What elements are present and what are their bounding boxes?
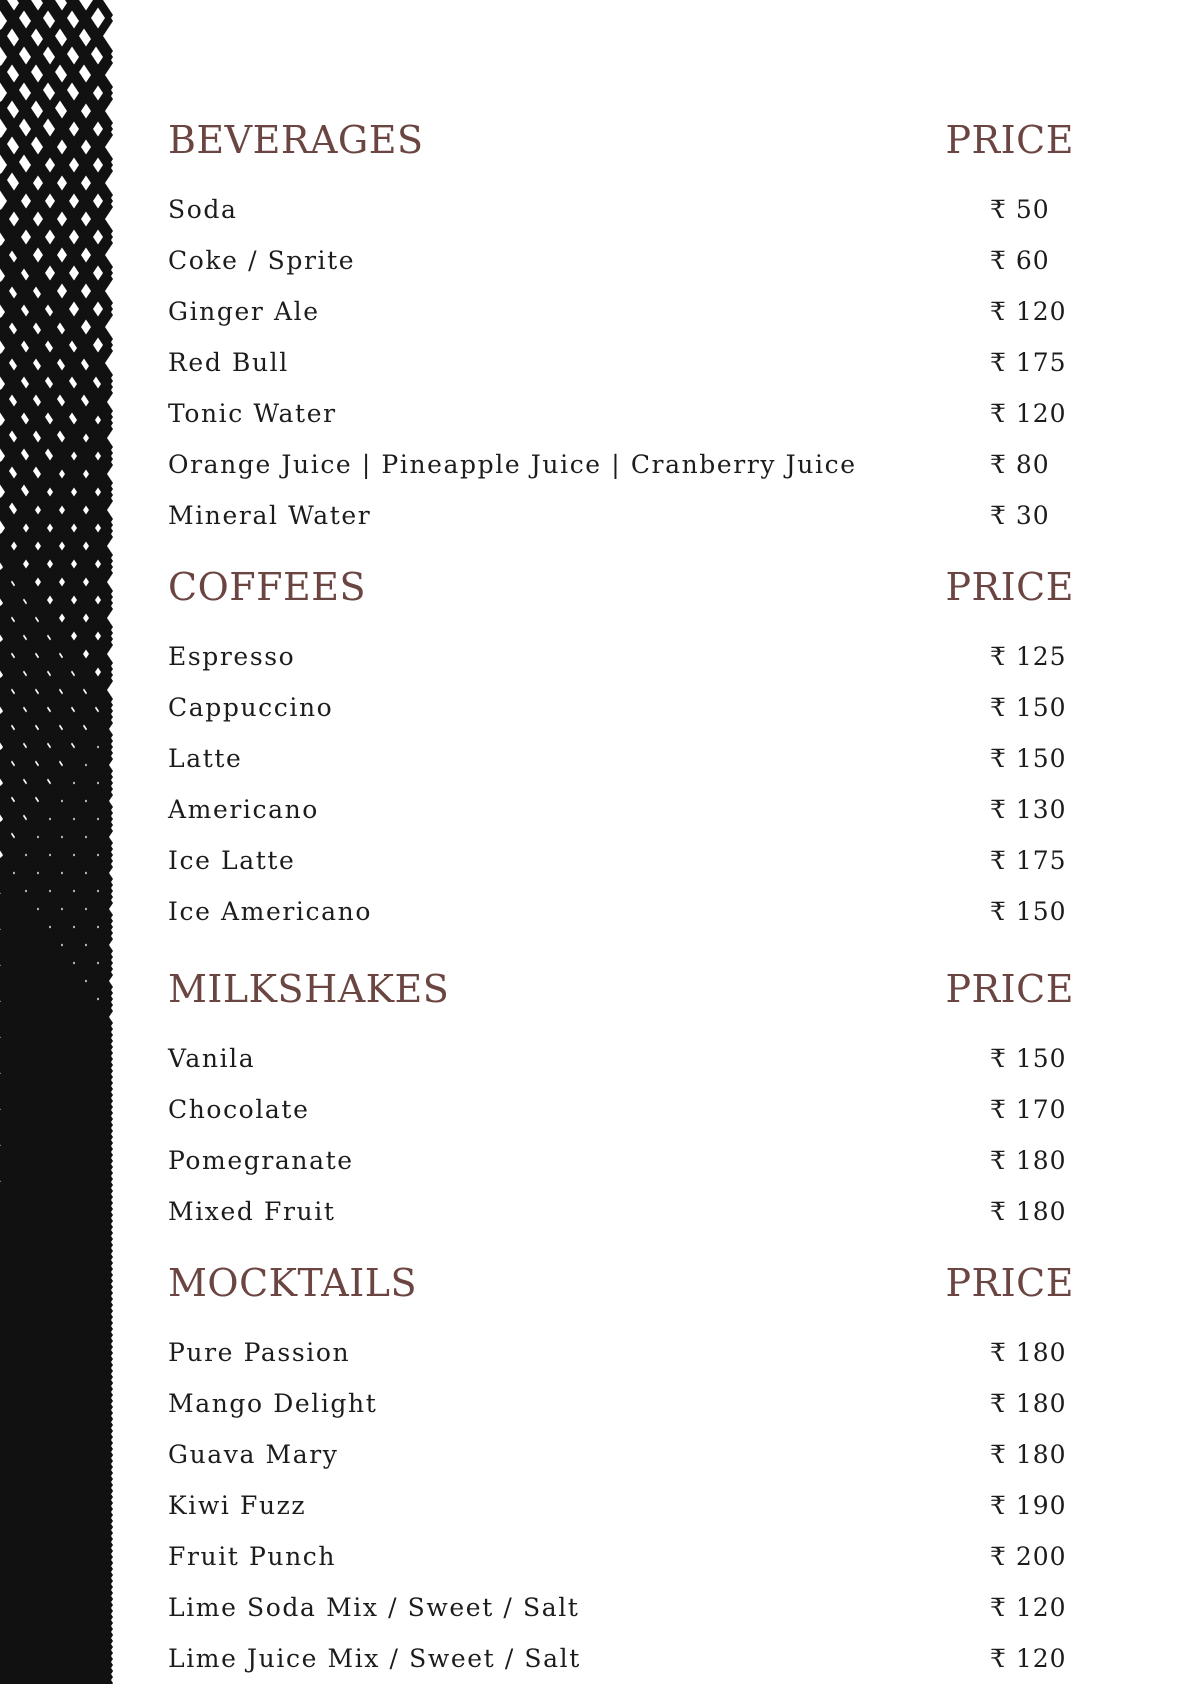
item-name: Fruit Punch (168, 1542, 337, 1571)
section-header (168, 1255, 1074, 1311)
price-column-title: PRICE (945, 1261, 1074, 1305)
item-price: ₹ 180 (990, 1338, 1067, 1367)
item-price: ₹ 150 (990, 1044, 1067, 1073)
menu-item (168, 1084, 1074, 1135)
section-title: BEVERAGES (168, 118, 424, 162)
menu-item (168, 1429, 1074, 1480)
menu-item (168, 184, 1074, 235)
item-price: ₹ 120 (990, 1593, 1067, 1622)
item-name: Coke / Sprite (168, 246, 356, 275)
price-column-title: PRICE (945, 118, 1074, 162)
item-price: ₹ 190 (990, 1491, 1067, 1520)
menu-item (168, 1582, 1074, 1633)
menu-item (168, 286, 1074, 337)
menu-item (168, 1135, 1074, 1186)
item-name: Cappuccino (168, 693, 334, 722)
menu-item (168, 631, 1074, 682)
menu-item (168, 733, 1074, 784)
item-price: ₹ 120 (990, 399, 1067, 428)
section-beverages (168, 112, 1074, 541)
item-name: Red Bull (168, 348, 289, 377)
item-name: Orange Juice | Pineapple Juice | Cranberry Juice (168, 450, 857, 479)
menu-item (168, 1327, 1074, 1378)
item-name: Pomegranate (168, 1146, 354, 1175)
menu-item (168, 235, 1074, 286)
item-price: ₹ 180 (990, 1440, 1067, 1469)
item-price: ₹ 170 (990, 1095, 1067, 1124)
section-header (168, 112, 1074, 168)
menu-item (168, 835, 1074, 886)
item-name: Lime Soda Mix / Sweet / Salt (168, 1593, 580, 1622)
menu-item (168, 784, 1074, 835)
item-price: ₹ 120 (990, 1644, 1067, 1673)
item-price: ₹ 150 (990, 744, 1067, 773)
section-title: MOCKTAILS (168, 1261, 418, 1305)
section-header (168, 559, 1074, 615)
item-price: ₹ 120 (990, 297, 1067, 326)
item-name: Latte (168, 744, 243, 773)
item-name: Lime Juice Mix / Sweet / Salt (168, 1644, 581, 1673)
item-price: ₹ 175 (990, 846, 1067, 875)
price-column-title: PRICE (945, 967, 1074, 1011)
section-coffees (168, 559, 1074, 937)
item-name: Ice Latte (168, 846, 296, 875)
menu-item (168, 1186, 1074, 1237)
section-milkshakes (168, 961, 1074, 1237)
menu-item (168, 682, 1074, 733)
item-name: Ginger Ale (168, 297, 320, 326)
menu-item (168, 439, 1074, 490)
item-name: Espresso (168, 642, 296, 671)
item-price: ₹ 180 (990, 1197, 1067, 1226)
section-title: COFFEES (168, 565, 366, 609)
item-price: ₹ 125 (990, 642, 1067, 671)
item-price: ₹ 60 (990, 246, 1050, 275)
item-price: ₹ 180 (990, 1146, 1067, 1175)
item-price: ₹ 200 (990, 1542, 1067, 1571)
item-name: Ice Americano (168, 897, 372, 926)
menu (168, 112, 1074, 1684)
item-name: Soda (168, 195, 238, 224)
item-name: Guava Mary (168, 1440, 339, 1469)
menu-item (168, 1033, 1074, 1084)
item-name: Mango Delight (168, 1389, 378, 1418)
section-title: MILKSHAKES (168, 967, 450, 1011)
item-price: ₹ 80 (990, 450, 1050, 479)
item-name: Americano (168, 795, 319, 824)
menu-item (168, 1531, 1074, 1582)
price-column-title: PRICE (945, 565, 1074, 609)
item-name: Chocolate (168, 1095, 310, 1124)
menu-item (168, 388, 1074, 439)
decorative-zigzag-pattern (0, 0, 118, 1684)
item-price: ₹ 30 (990, 501, 1050, 530)
item-price: ₹ 180 (990, 1389, 1067, 1418)
item-price: ₹ 175 (990, 348, 1067, 377)
item-price: ₹ 130 (990, 795, 1067, 824)
item-name: Kiwi Fuzz (168, 1491, 307, 1520)
item-name: Pure Passion (168, 1338, 351, 1367)
section-mocktails (168, 1255, 1074, 1684)
item-price: ₹ 150 (990, 897, 1067, 926)
menu-item (168, 886, 1074, 937)
menu-item (168, 1633, 1074, 1684)
menu-item (168, 337, 1074, 388)
item-price: ₹ 50 (990, 195, 1050, 224)
item-price: ₹ 150 (990, 693, 1067, 722)
section-header (168, 961, 1074, 1017)
item-name: Vanila (168, 1044, 256, 1073)
item-name: Mineral Water (168, 501, 372, 530)
menu-item (168, 1378, 1074, 1429)
menu-item (168, 490, 1074, 541)
item-name: Mixed Fruit (168, 1197, 336, 1226)
item-name: Tonic Water (168, 399, 337, 428)
menu-item (168, 1480, 1074, 1531)
